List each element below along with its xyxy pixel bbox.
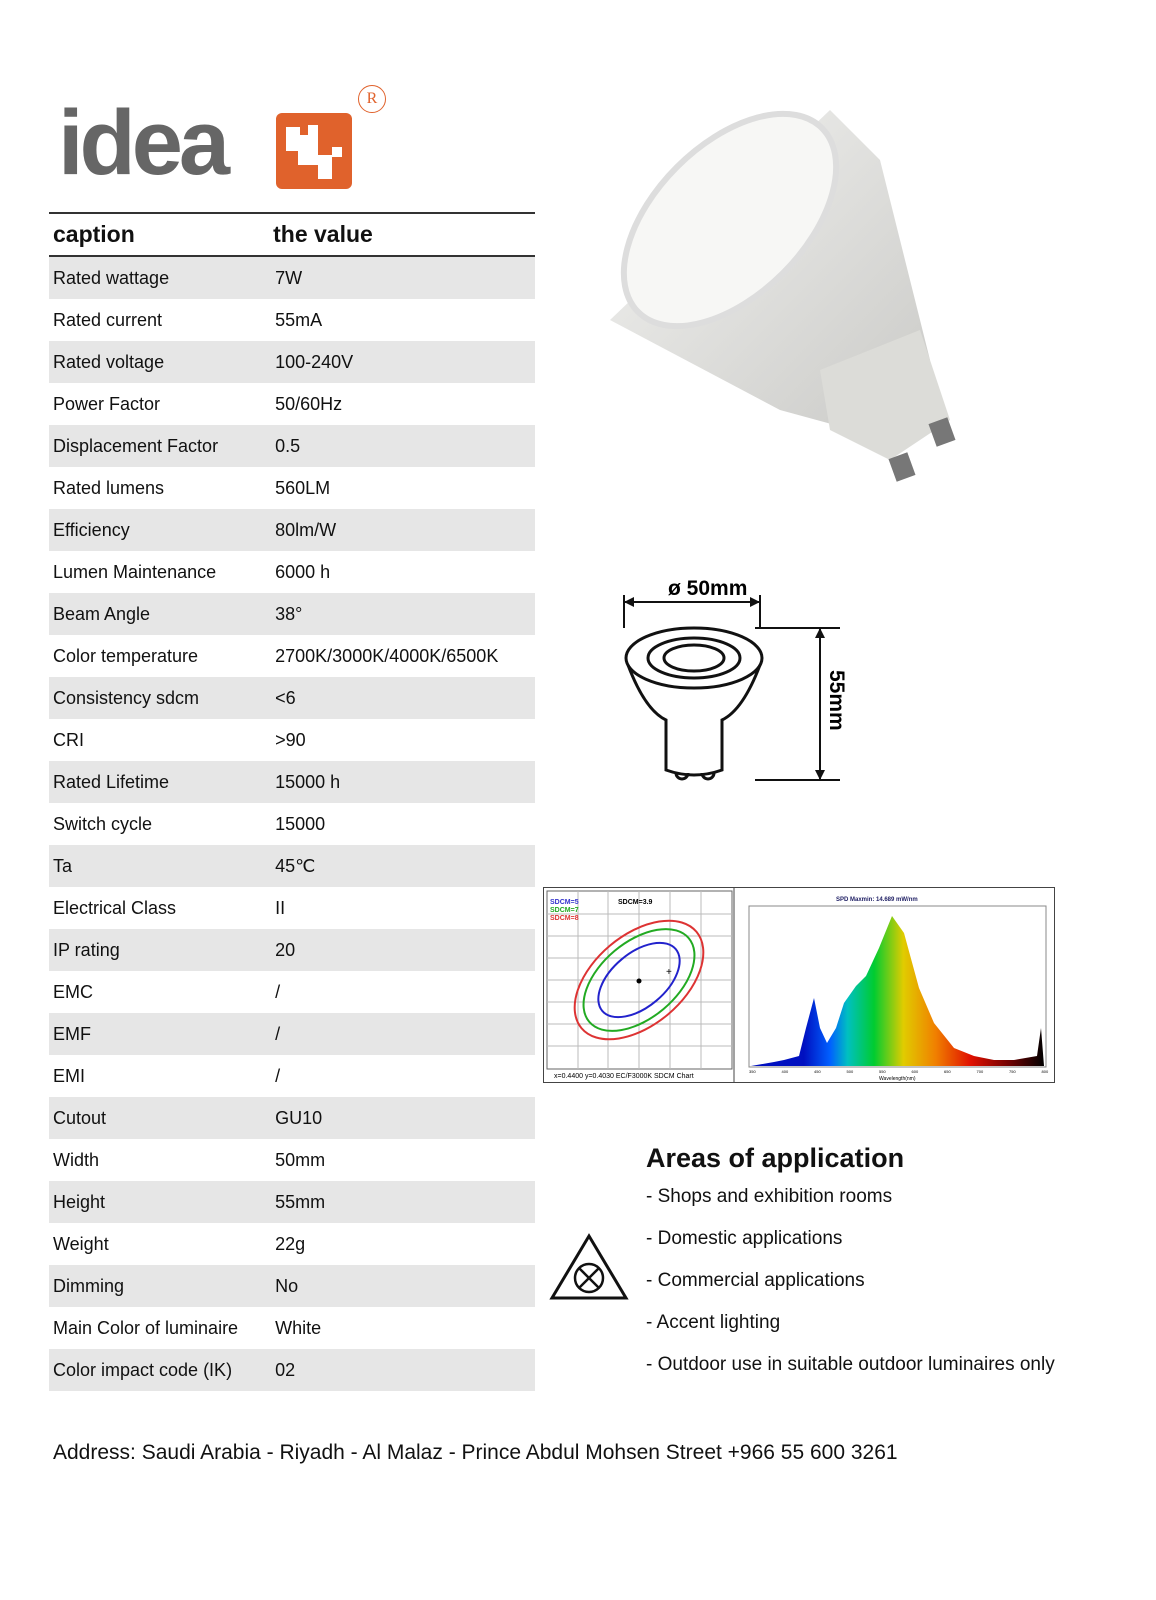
spec-value: 560LM [275, 477, 331, 498]
spec-value: 22g [275, 1233, 306, 1254]
spec-row [49, 1349, 535, 1391]
spd-xtick: 350 [749, 1069, 756, 1074]
spec-value: 38° [269, 593, 535, 635]
spd-title: SPD Maxmin: 14.689 mW/nm [836, 897, 918, 903]
spec-value: 55mA [275, 309, 323, 330]
spd-xtick: 450 [814, 1069, 821, 1074]
spec-value: White [275, 1317, 322, 1338]
spec-value: 50/60Hz [275, 393, 343, 414]
spec-row [49, 929, 535, 971]
spec-row [49, 845, 535, 887]
spec-row [49, 425, 535, 467]
spec-value: / [275, 1065, 281, 1086]
spd-xtick: 600 [911, 1069, 919, 1074]
spd-xtick: 750 [1009, 1069, 1016, 1074]
spec-caption: Height [49, 1181, 269, 1223]
spec-row [49, 256, 535, 299]
spec-caption: IP rating [49, 929, 269, 971]
spec-caption: Color impact code (IK) [49, 1349, 269, 1391]
spec-row [49, 383, 535, 425]
spec-value: 80lm/W [269, 509, 535, 551]
spec-caption: Consistency sdcm [49, 677, 269, 719]
bulb-image [590, 100, 980, 500]
logo-mark [276, 113, 352, 189]
spec-caption: Switch cycle [53, 813, 153, 834]
photometric-charts [543, 887, 1055, 1083]
areas-of-application [646, 1143, 1055, 1396]
spec-caption: Rated current [53, 309, 163, 330]
spec-caption: Beam Angle [49, 593, 269, 635]
height-label: 55mm [825, 670, 848, 731]
spec-caption: EMC [53, 981, 93, 1002]
spd-xlabel: Wavelength(nm) [879, 1076, 916, 1082]
spec-caption: Width [53, 1149, 100, 1170]
spec-caption: CRI [53, 729, 84, 750]
spec-row [49, 719, 535, 761]
svg-text:+: + [666, 967, 672, 978]
header-value: the value [269, 213, 535, 256]
spec-caption: Main Color of luminaire [53, 1317, 239, 1338]
spec-value: 6000 h [275, 561, 331, 582]
area-item: - Outdoor use in suitable outdoor luminaires only [646, 1354, 1055, 1375]
area-item: - Shops and exhibition rooms [646, 1186, 893, 1207]
spec-value: No [269, 1265, 535, 1307]
spec-value: >90 [275, 729, 306, 750]
sdcm-footer: x=0.4400 y=0.4030 EC/F3000K SDCM Chart [554, 1073, 694, 1080]
spec-row [49, 299, 535, 341]
spec-value: 0.5 [269, 425, 535, 467]
spec-value: 15000 h [269, 761, 535, 803]
spec-value: <6 [269, 677, 535, 719]
spec-row [49, 1223, 535, 1265]
spec-value: 100-240V [269, 341, 535, 383]
spec-row [49, 1139, 535, 1181]
spd-xtick: 700 [976, 1069, 984, 1074]
spec-row [49, 635, 535, 677]
spd-xtick: 800 [1041, 1069, 1049, 1074]
area-item: - Commercial applications [646, 1270, 865, 1291]
spec-value: 02 [269, 1349, 535, 1391]
legend-sdcm5: SDCM=5 [550, 899, 579, 906]
spec-row [49, 1097, 535, 1139]
spd-xtick: 650 [944, 1069, 951, 1074]
spec-row [49, 509, 535, 551]
spec-caption: Cutout [49, 1097, 269, 1139]
spec-value: 20 [269, 929, 535, 971]
no-covering-warning-icon [548, 1232, 630, 1302]
spec-row [49, 467, 535, 509]
sdcm-chart [547, 891, 732, 1080]
dimension-drawing [600, 570, 860, 790]
spec-value: 2700K/3000K/4000K/6500K [275, 645, 499, 666]
spec-caption: EMI [53, 1065, 86, 1086]
spec-row [49, 761, 535, 803]
spec-row [49, 887, 535, 929]
spec-caption: Weight [53, 1233, 109, 1254]
legend-sdcm8: SDCM=8 [550, 915, 579, 922]
area-item: - Accent lighting [646, 1312, 781, 1333]
spec-row [49, 1013, 535, 1055]
spec-value: / [269, 1013, 535, 1055]
spec-caption: Displacement Factor [49, 425, 269, 467]
spec-caption: Rated voltage [49, 341, 269, 383]
spec-caption: Power Factor [53, 393, 161, 414]
area-item: - Domestic applications [646, 1228, 843, 1249]
spec-caption: Dimming [49, 1265, 269, 1307]
spd-xtick: 550 [879, 1069, 886, 1074]
spec-caption: Electrical Class [53, 897, 177, 918]
spec-row [49, 1181, 535, 1223]
spec-row [49, 551, 535, 593]
spec-value: 15000 [275, 813, 326, 834]
spec-caption: Color temperature [53, 645, 199, 666]
spec-value: 55mm [269, 1181, 535, 1223]
spec-caption: Efficiency [49, 509, 269, 551]
logo-text: idea [58, 92, 227, 194]
spec-caption: Ta [49, 845, 269, 887]
spec-value: / [275, 981, 281, 1002]
spd-xtick: 500 [846, 1069, 854, 1074]
spec-value: II [275, 897, 286, 918]
spec-value: 7W [269, 256, 535, 299]
spec-row [49, 1055, 535, 1097]
spec-caption: Rated lumens [53, 477, 165, 498]
spec-row [49, 1265, 535, 1307]
spd-xtick: 400 [781, 1069, 789, 1074]
sdcm-title: SDCM=3.9 [618, 899, 653, 906]
address: Address: Saudi Arabia - Riyadh - Al Malaz - Prince Abdul Mohsen Street +966 55 600 3261 [53, 1441, 898, 1464]
spec-caption: Rated Lifetime [49, 761, 269, 803]
spec-value: GU10 [269, 1097, 535, 1139]
diameter-label: ø 50mm [668, 577, 748, 600]
registered-mark: R [358, 85, 386, 113]
areas-title: Areas of application [646, 1143, 905, 1173]
spec-row [49, 593, 535, 635]
spd-chart [749, 897, 1049, 1082]
spec-row [49, 677, 535, 719]
spec-table [49, 212, 535, 1391]
spec-row [49, 341, 535, 383]
spec-row [49, 971, 535, 1013]
spec-value: 45℃ [269, 845, 535, 887]
spec-value: 50mm [275, 1149, 326, 1170]
header-caption: caption [49, 213, 269, 256]
spec-row [49, 1307, 535, 1349]
spec-caption: EMF [49, 1013, 269, 1055]
spec-caption: Rated wattage [49, 256, 269, 299]
legend-sdcm7: SDCM=7 [550, 907, 579, 914]
spec-caption: Lumen Maintenance [53, 561, 217, 582]
spec-row [49, 803, 535, 845]
